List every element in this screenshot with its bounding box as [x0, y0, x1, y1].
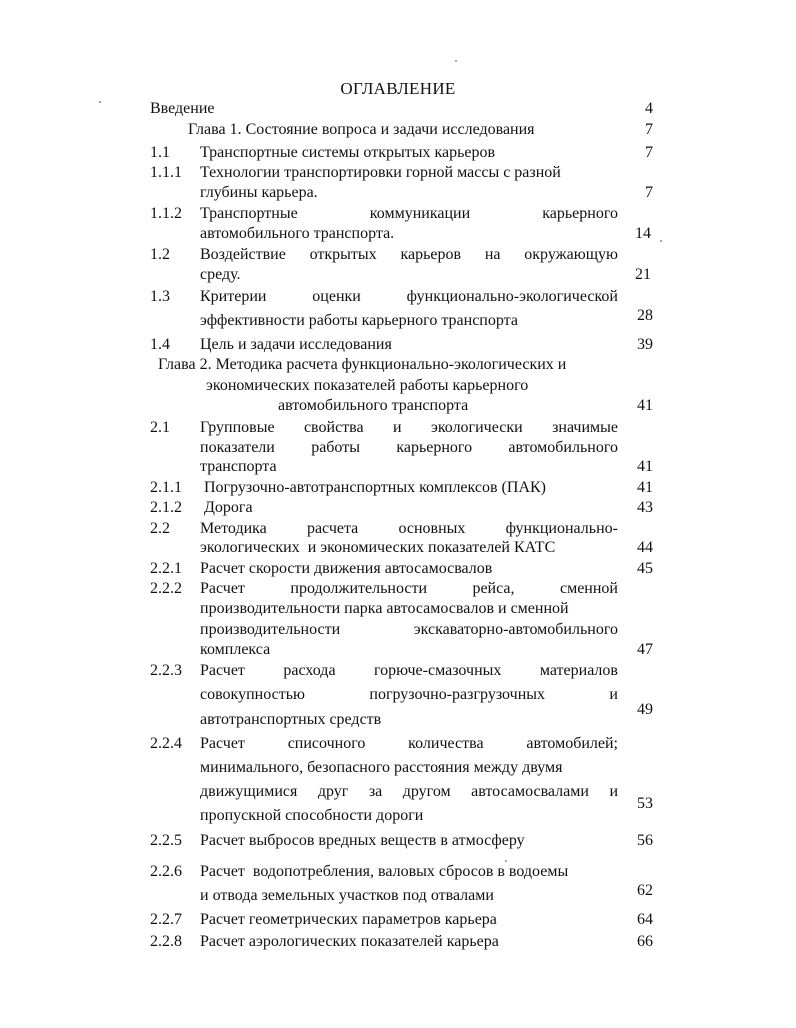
word: свойства — [303, 419, 364, 436]
section-title-cont — [200, 685, 618, 705]
word: друг — [317, 783, 349, 800]
section-number: 2.2.1 — [150, 560, 182, 577]
toc-page: 47 — [637, 641, 653, 658]
section-number: 2.2.4 — [150, 735, 182, 752]
section-title-cont: автомобильного транспорта. — [200, 225, 395, 242]
section-title: Расчет геометрических параметров карьера — [200, 911, 497, 928]
section-title: Дорога — [204, 499, 253, 516]
section-title — [200, 734, 618, 754]
chapter-title-cont: автомобильного транспорта — [278, 397, 469, 414]
toc-page: 62 — [637, 882, 653, 899]
section-number: 1.1 — [150, 144, 170, 161]
scan-speck — [660, 240, 662, 242]
chapter-title-cont: экономических показателей работы карьерного — [206, 377, 529, 394]
word: открытых — [309, 246, 377, 263]
section-number: 1.1.1 — [150, 164, 182, 181]
section-title: Цель и задачи исследования — [200, 336, 392, 353]
word: работы — [311, 439, 360, 456]
toc-page: 4 — [645, 100, 653, 117]
word: карьерного — [396, 439, 473, 456]
word: автомобильного — [508, 439, 618, 456]
section-title-cont: пропускной способности дороги — [200, 807, 424, 824]
toc-page: 21 — [635, 266, 651, 283]
toc-page: 64 — [637, 911, 653, 928]
section-number: 2.2.3 — [150, 662, 182, 679]
word: на — [484, 246, 501, 263]
section-title: Погрузочно-автотранспортных комплексов (ПАК) — [204, 479, 546, 496]
word: экологически — [430, 419, 523, 436]
section-number: 2.1 — [150, 419, 170, 436]
word: и — [393, 419, 402, 436]
word: Критерии — [200, 288, 267, 305]
toc-page: 53 — [637, 795, 653, 812]
section-title-cont — [200, 438, 618, 458]
section-number: 2.2.7 — [150, 911, 182, 928]
section-title: Транспортные системы открытых карьеров — [200, 144, 496, 161]
toc-page: 41 — [637, 397, 653, 414]
section-title: Расчет скорости движения автосамосвалов — [200, 560, 493, 577]
section-number: 2.2 — [150, 520, 170, 537]
word: расчета — [306, 520, 359, 537]
section-title — [200, 245, 618, 265]
word: горюче-смазочных — [374, 662, 502, 679]
word: другом — [402, 783, 451, 800]
section-title-cont: и отвода земельных участков под отвалами — [200, 887, 494, 904]
section-number: 2.2.2 — [150, 580, 182, 597]
toc-page: 7 — [645, 121, 653, 138]
word: Расчет — [200, 735, 245, 752]
word: за — [368, 783, 383, 800]
section-number: 2.1.1 — [150, 479, 182, 496]
word: функционально-экологической — [406, 288, 618, 305]
toc-page: 44 — [637, 539, 653, 556]
word: Методика — [200, 520, 267, 537]
section-number: 2.2.8 — [150, 933, 182, 950]
scan-speck — [505, 860, 507, 862]
word: Транспортные — [200, 205, 298, 222]
scan-speck — [455, 60, 457, 62]
section-title — [200, 519, 618, 539]
section-title — [200, 204, 618, 224]
section-title: Технологии транспортировки горной массы с разной — [200, 164, 561, 181]
section-number: 2.2.6 — [150, 863, 182, 880]
section-number: 1.3 — [150, 288, 170, 305]
toc-page: 66 — [637, 933, 653, 950]
section-title: Расчет аэрологических показателей карьера — [200, 933, 499, 950]
word: погрузочно-разгрузочных — [369, 686, 545, 703]
section-title-cont: транспорта — [200, 458, 277, 475]
section-title-cont: минимального, безопасного расстояния между двумя — [200, 759, 563, 776]
section-number: 1.4 — [150, 336, 170, 353]
section-title — [200, 418, 618, 438]
word: и — [609, 686, 618, 703]
section-title — [200, 579, 618, 599]
page-title: ОГЛАВЛЕНИЕ — [340, 79, 456, 98]
word: значимые — [552, 419, 618, 436]
word: сменной — [559, 580, 618, 597]
word: количества — [408, 735, 484, 752]
section-title-cont — [200, 620, 618, 640]
word: карьеров — [400, 246, 462, 263]
word: производительности — [200, 621, 341, 638]
word: Групповые — [200, 419, 275, 436]
section-title — [200, 661, 618, 681]
section-title-cont: автотранспортных средств — [200, 711, 382, 728]
toc-page: 45 — [637, 560, 653, 577]
section-title-cont: среду. — [200, 266, 241, 283]
word: коммуникации — [369, 205, 471, 222]
toc-label: Введение — [150, 100, 215, 117]
toc-page: 28 — [637, 307, 653, 324]
section-title: Расчет выбросов вредных веществ в атмосферу — [200, 832, 525, 849]
scan-speck — [99, 101, 101, 103]
word: карьерного — [542, 205, 618, 222]
word: автосамосвалами — [471, 783, 589, 800]
chapter-title: Глава 1. Состояние вопроса и задачи исследования — [188, 121, 535, 138]
section-title-cont: комплекса — [200, 641, 271, 658]
section-title: Расчет водопотребления, валовых сбросов в водоемы — [200, 863, 569, 880]
toc-page: 41 — [637, 458, 653, 475]
toc-page: 14 — [635, 225, 651, 242]
word: оценки — [312, 288, 361, 305]
word: совокупностью — [200, 686, 305, 703]
section-title-cont: экологических и экономических показателей КАТС — [200, 539, 556, 556]
toc-page: 43 — [637, 499, 653, 516]
word: основных — [398, 520, 466, 537]
toc-page: 7 — [645, 184, 653, 201]
toc-page: 7 — [645, 144, 653, 161]
section-title-cont: эффективности работы карьерного транспорта — [200, 312, 518, 329]
word: движущимися — [200, 783, 298, 800]
section-title — [200, 287, 618, 307]
section-number: 2.1.2 — [150, 499, 182, 516]
word: Расчет — [200, 662, 245, 679]
section-number: 1.2 — [150, 246, 170, 263]
word: списочного — [287, 735, 366, 752]
word: Расчет — [200, 580, 245, 597]
toc-page: 39 — [637, 336, 653, 353]
section-title-cont: производительности парка автосамосвалов и сменной — [200, 600, 569, 617]
word: экскаваторно-автомобильного — [413, 621, 618, 638]
toc-page: 41 — [637, 479, 653, 496]
word: расхода — [283, 662, 336, 679]
word: материалов — [539, 662, 618, 679]
word: Воздействие — [200, 246, 286, 263]
word: рейса, — [472, 580, 515, 597]
word: продолжительности — [290, 580, 427, 597]
section-title-cont: глубины карьера. — [200, 184, 318, 201]
section-number: 2.2.5 — [150, 832, 182, 849]
word: окружающую — [524, 246, 618, 263]
word: автомобилей; — [526, 735, 618, 752]
section-number: 1.1.2 — [150, 205, 182, 222]
word: и — [609, 783, 618, 800]
word: показатели — [200, 439, 275, 456]
word: функционально- — [505, 520, 618, 537]
toc-page: 56 — [637, 832, 653, 849]
section-title-cont — [200, 782, 618, 802]
chapter-title: Глава 2. Методика расчета функционально-экологических и — [158, 356, 567, 373]
toc-page: 49 — [637, 701, 653, 718]
